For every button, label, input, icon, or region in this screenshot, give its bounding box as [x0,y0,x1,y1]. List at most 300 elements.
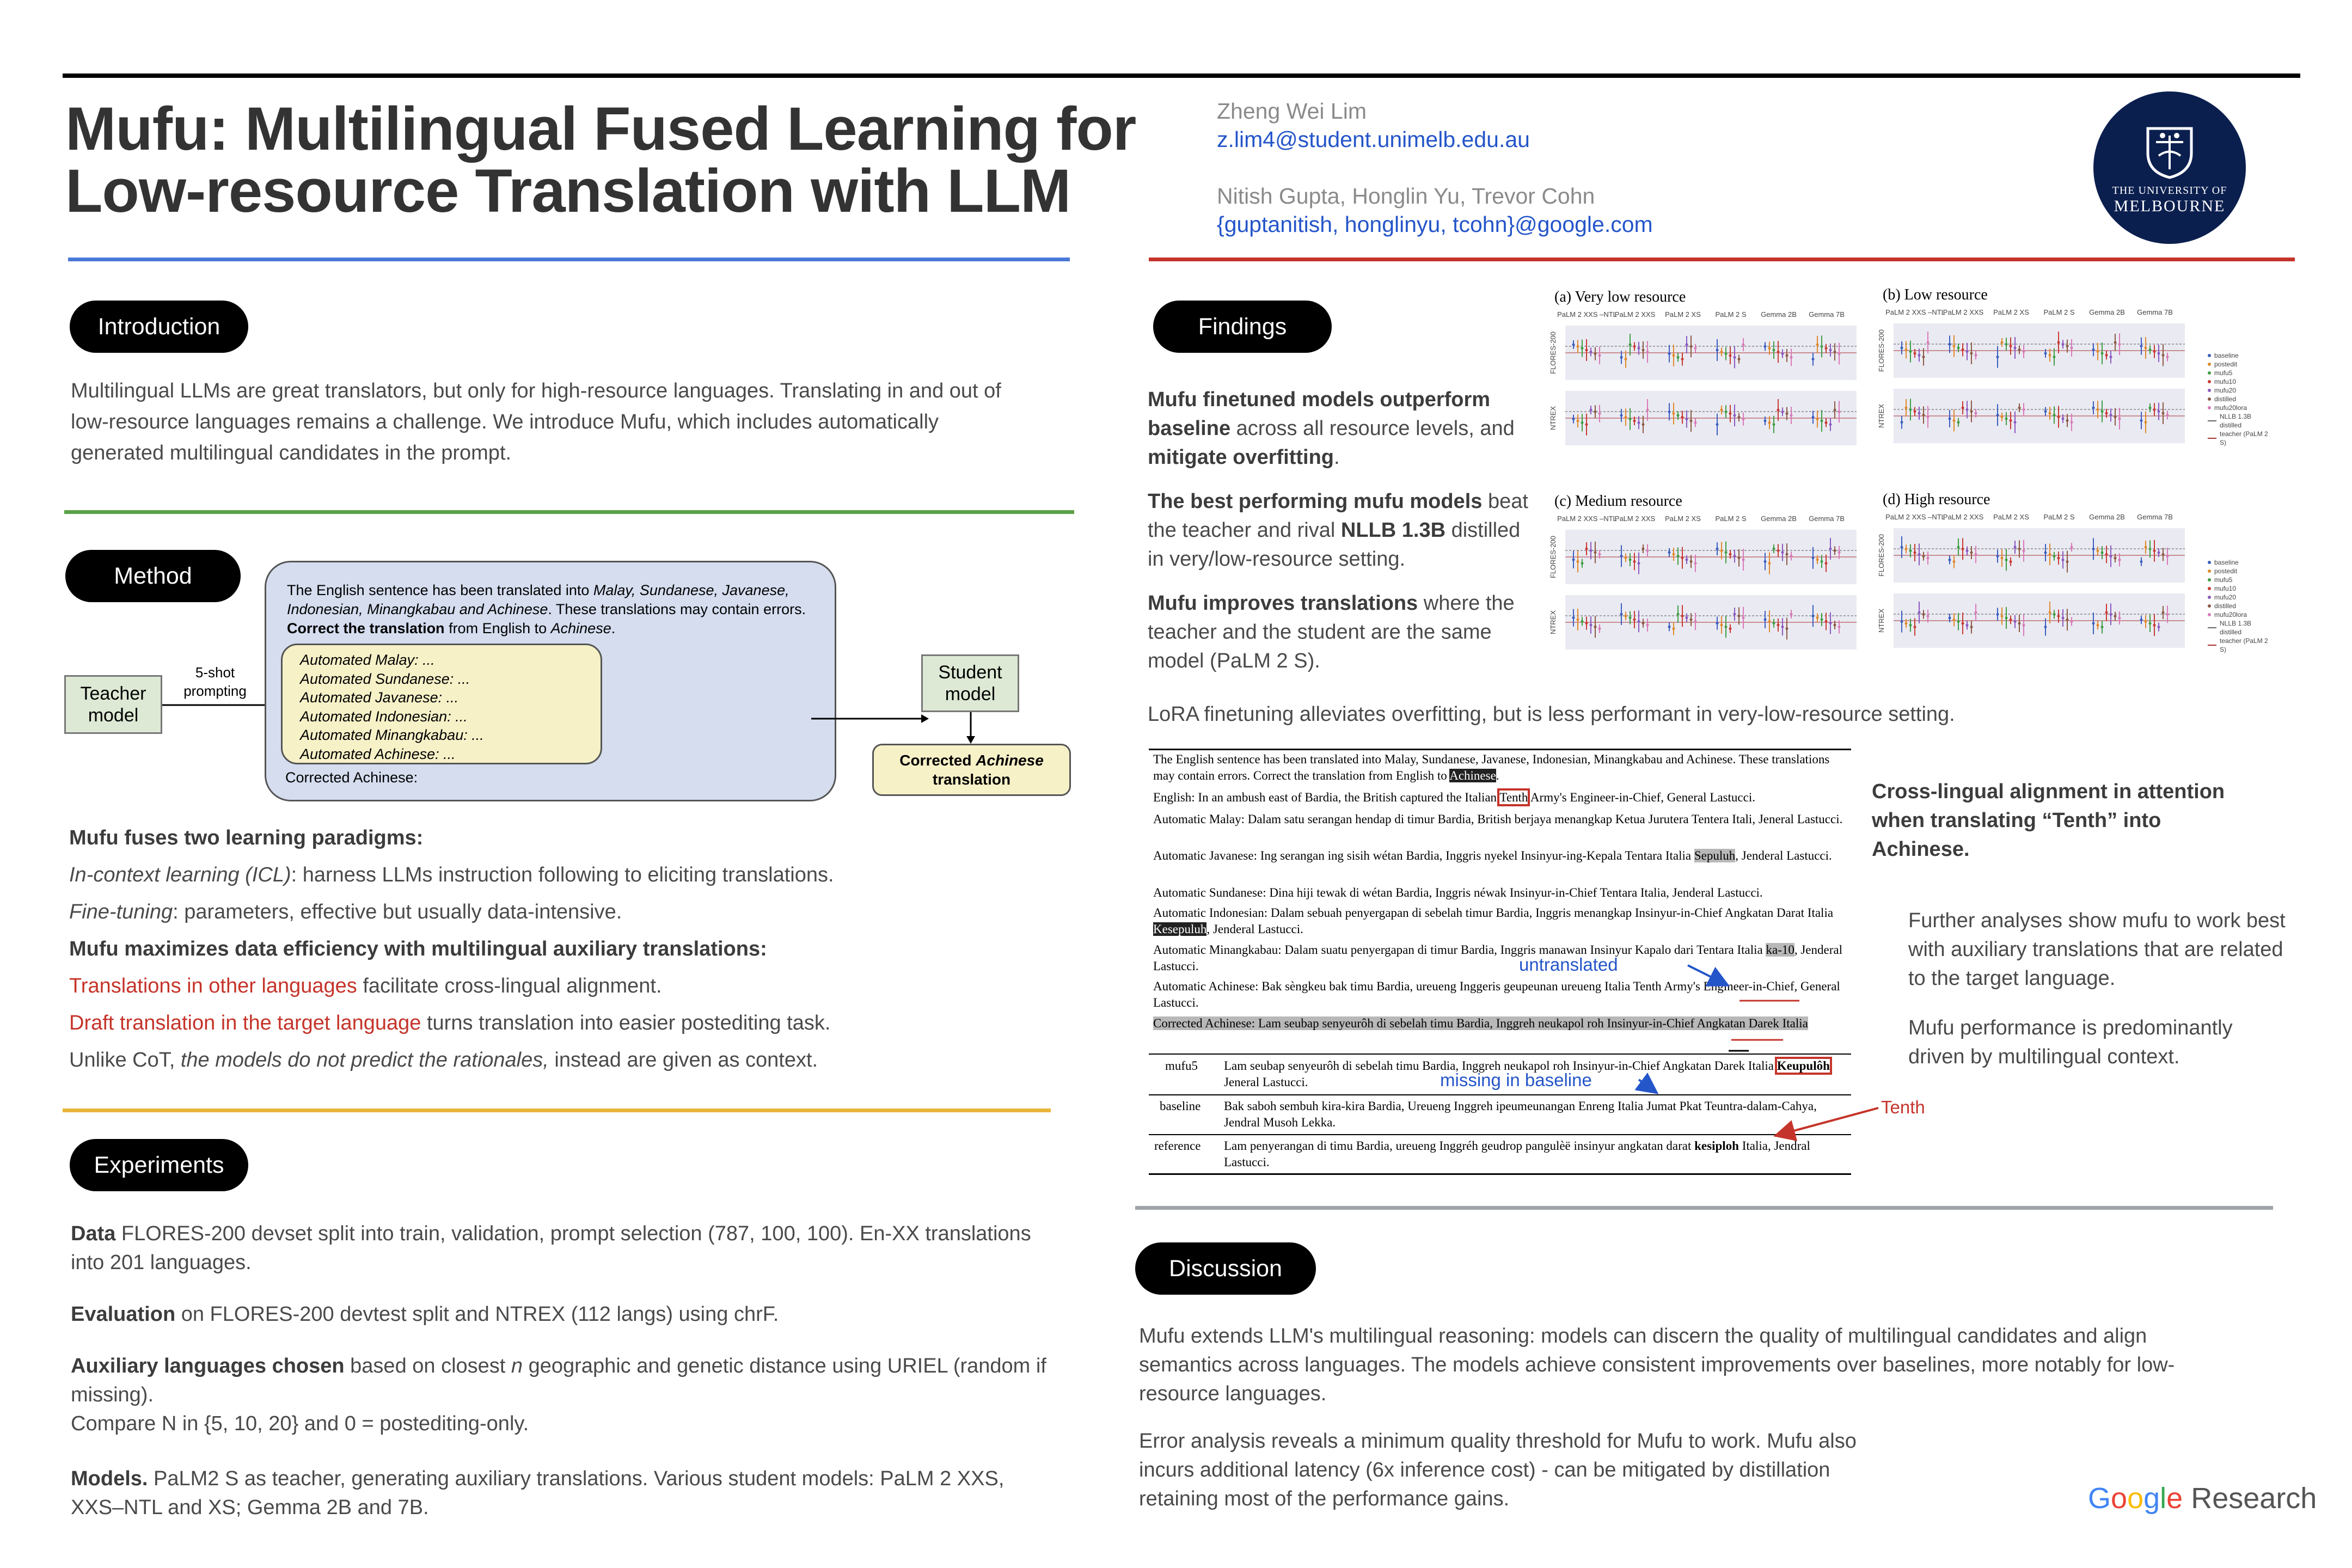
mean-point [2071,347,2073,350]
mean-point [1962,348,1964,351]
mean-point [1953,419,1956,422]
mean-point [2092,622,2095,625]
mean-point [2044,352,2047,355]
model-label: Gemma 7B [2137,308,2173,316]
mean-point [2014,546,2017,549]
research-wordmark: Research [2191,1482,2317,1515]
legend-label: postedit [2214,360,2238,368]
mean-point [1812,416,1815,419]
teacher-model-label: Teacher model [80,683,146,726]
mean-point [1786,354,1788,357]
mean-point [2114,341,2117,344]
discussion-paragraph-2: Error analysis reveals a minimum quality threshold for Mufu to work. Mufu also incurs additional latency (6x inference cost) - can be mitigated by distillation retaining most of the performance gains. [1139,1430,1857,1510]
mean-point [2101,352,2104,355]
mean-point [2018,622,2021,625]
mean-point [1694,347,1697,350]
mean-point [1738,556,1741,559]
mean-point [1764,420,1767,422]
mean-point [2066,560,2069,563]
mean-point [2105,553,2108,556]
mean-point [2140,618,2143,621]
mean-point [1909,624,1912,627]
mean-point [1829,548,1832,550]
mean-point [1918,611,1921,614]
teacher-model-box [64,675,162,734]
mean-point [1825,347,1828,350]
legend-bottom [2208,558,2273,654]
mean-point [2118,343,2121,346]
mean-point [1966,624,1969,627]
mean-point [2114,615,2117,617]
google-research-logo [2088,1482,2317,1515]
mean-point [1838,352,1841,355]
prompt-instruction: The English sentence has been translated into Malay, Sundanese, Javanese, Indonesian, Minangkabau and Achinese. These translations may contain errors. Correct the translation from English to Achinese. [287,582,806,636]
mean-point [2162,611,2165,614]
chart-medium-resource [1549,493,1876,672]
legend-swatch [2208,569,2211,573]
mean-point [2018,548,2021,550]
mean-point [2118,418,2121,420]
mean-point [1966,549,1969,552]
legend-entry [2208,369,2273,377]
mean-point [1821,618,1823,621]
mean-point [1629,559,1632,561]
mean-point [2010,560,2012,563]
mean-point [2140,345,2143,347]
mean-point [2018,407,2021,409]
mean-point [1812,615,1815,617]
mean-point [1681,358,1684,360]
example-achinese: Automatic Achinese: Bak sèngkeu bak timu Bardia, ureueng Inggeris geupeunan ureueng Italia Tenth Army's Engineer-in-Chief, General Lastucci. [1153,979,1840,1009]
author-primary-email[interactable]: z.lim4@student.unimelb.edu.au [1217,127,1530,152]
legend-swatch [2208,627,2216,628]
mean-point [2057,415,2060,418]
legend-label: mufu20 [2214,387,2237,394]
cot-line: Unlike CoT, the models do not predict the rationales, instead are given as context. [69,1049,818,1071]
mean-point [1686,418,1688,420]
green-rule [64,510,1074,514]
tenth-annotation: Tenth [1881,1097,1925,1117]
mean-point [2010,618,2012,621]
row-reference-label: reference [1154,1139,1201,1153]
mean-point [1725,411,1728,413]
legend-entry [2208,403,2273,412]
mean-point [1966,408,1969,411]
mean-point [2005,343,2008,346]
mean-point [1594,411,1597,413]
model-label: PaLM 2 XXS –NTL [1557,514,1617,523]
mean-point [1922,414,1925,416]
mean-point [2010,419,2012,422]
mean-point [1734,555,1736,558]
discussion-paragraph-1: Mufu extends LLM's multilingual reasoning: models can discern the quality of multilingual candidates and align semantics across languages. The models achieve consistent improvements over baselines, more notably for low-resource languages. [1139,1325,2175,1405]
mean-point [2145,546,2147,549]
mean-point [1962,548,1964,550]
mean-point [1668,551,1671,554]
example-sundanese: Automatic Sundanese: Dina hiji tewak di wétan Bardia, Inggris néwak Insinyur-in-Chief Tentara Italia, Jenderal Lastucci. [1153,886,1763,899]
mean-point [1638,620,1640,623]
draft-translation-line: Draft translation in the target language turns translation into easier postediting task. [69,1012,831,1034]
mean-point [2053,555,2056,558]
mean-point [1742,616,1745,619]
legend-swatch [2208,587,2211,590]
legend-entry [2208,377,2273,386]
mean-point [2110,356,2112,358]
mean-point [1581,562,1584,565]
introduction-heading: Introduction [70,301,248,353]
model-label: PaLM 2 XS [1665,514,1701,523]
mean-point [2092,548,2095,550]
model-label: PaLM 2 XXS –NTL [1885,308,1945,316]
mean-point [1927,615,1930,617]
mean-point [2044,410,2047,413]
model-label: Gemma 7B [1809,310,1845,318]
legend-label: mufu10 [2214,378,2237,385]
experiments-heading: Experiments [70,1139,248,1191]
mean-point [2101,626,2104,628]
lora-note: LoRA finetuning alleviates overfitting, but is less performant in very-low-resource setting. [1148,703,1955,726]
mean-point [2110,414,2112,416]
mean-point [2005,559,2008,561]
mean-point [1720,549,1723,552]
mean-point [2023,350,2025,353]
y-axis-label: FLORES-200 [1877,534,1885,577]
mean-point [1834,409,1836,412]
mean-point [1914,352,1916,355]
mean-point [2097,549,2099,552]
mean-point [1829,349,1832,352]
mean-point [1646,409,1649,412]
mean-point [2149,622,2152,625]
legend-entry [2208,351,2273,360]
chart-plot [1549,509,1876,672]
mean-point [1909,350,1912,353]
mean-point [2023,624,2025,627]
mean-point [2001,615,2004,617]
author-coauthors: Nitish Gupta, Honglin Yu, Trevor Cohn [1217,183,1595,209]
mean-point [1677,414,1680,417]
model-label: PaLM 2 XXS [1943,308,1984,316]
mean-point [1734,356,1736,359]
mean-point [1642,423,1645,426]
model-label: Gemma 2B [1761,310,1797,318]
model-label: PaLM 2 XXS [1614,514,1656,523]
mean-point [1834,624,1836,627]
attention-paragraph-2: Mufu performance is predominantly driven by multilingual context. [1908,1016,2233,1068]
mean-point [2001,415,2004,418]
mean-point [1816,344,1819,346]
mean-point [1962,622,1964,625]
student-model-box [921,654,1019,712]
mean-point [1585,423,1588,426]
discussion-heading: Discussion [1135,1242,1316,1295]
mean-point [1716,423,1719,426]
mean-point [1970,352,1973,355]
model-label: PaLM 2 XXS –NTL [1557,310,1617,318]
experiments-text [71,1220,1056,1522]
mean-point [1905,622,1908,625]
mean-point [1633,618,1636,621]
row-reference-text: Lam penyerangan di timu Bardia, ureueng Inggréh geudrop pangulèë insinyur angkatan darat kesiploh Italia, Jendral Lastucci. [1224,1139,1810,1169]
mean-point [1949,617,1951,620]
mean-point [2053,414,2056,416]
mean-point [2114,415,2117,418]
mean-point [1590,624,1592,627]
mean-point [1777,624,1780,627]
mean-point [1773,548,1775,550]
top-rule [63,74,2300,78]
mean-point [1816,559,1819,561]
mean-point [1594,352,1597,355]
mean-point [1821,560,1823,563]
mean-point [1764,618,1767,621]
mean-point [1668,352,1671,355]
legend-label: teacher (PaLM 2 S) [2220,430,2268,446]
mean-point [2001,557,2004,560]
corrected-line: Corrected Achinese: [285,769,418,786]
mean-point [1922,356,1925,358]
mean-point [1673,627,1675,630]
mean-point [1720,624,1723,627]
mean-point [1922,613,1925,616]
mean-point [1629,344,1632,346]
legend-swatch [2208,578,2211,581]
mean-point [2049,553,2051,556]
mean-point [1638,347,1640,350]
finding-2: The best performing mufu models beat the teacher and rival NLLB 1.3B distilled in very/low-resource setting. [1148,490,1528,571]
mean-point [1690,420,1693,422]
mean-point [2097,408,2099,411]
model-label: PaLM 2 S [1715,310,1747,318]
mean-point [1598,354,1601,357]
mean-point [2005,617,2008,620]
mean-point [1825,421,1828,424]
legend-label: mufu5 [2214,369,2233,377]
mean-point [2049,611,2051,614]
five-shot-label: 5-shot prompting [183,664,247,699]
title-line-1: Mufu: Multilingual Fused Learning for [65,95,1136,163]
mean-point [1742,559,1745,561]
y-axis-label: NTREX [1877,608,1885,633]
chart-plot [1877,507,2204,671]
mean-point [1918,412,1921,415]
legend-entry [2208,360,2273,369]
mean-point [1909,549,1912,552]
logo-text-line2: MELBOURNE [2114,197,2226,215]
mean-point [1957,620,1960,623]
mean-point [1598,412,1601,415]
row-baseline-text: Bak saboh sembuh kira-kira Bardia, Ureueng Inggreh ipeumeunangan Enreng Italia Jumat Pkat Teuntra-dalam-Cahya, Jendral Musoh Lekka. [1224,1099,1817,1129]
row-baseline-label: baseline [1160,1099,1201,1113]
mean-point [2049,354,2051,357]
mean-point [2071,546,2073,549]
mean-point [1620,414,1623,417]
mean-point [2153,549,2156,552]
mean-point [1953,345,1956,347]
mean-point [2162,412,2165,415]
chart-high-resource [1877,491,2204,671]
mean-point [1668,411,1671,413]
mean-point [1914,552,1916,554]
mean-point [1642,548,1645,550]
findings-heading: Findings [1153,301,1332,353]
mean-point [2166,613,2169,616]
mean-point [1646,351,1649,353]
mean-point [2062,418,2065,420]
legend-entry [2208,602,2273,610]
mean-point [1581,620,1584,623]
legend-entry [2208,584,2273,593]
mean-point [1812,358,1815,360]
legend-swatch [2208,645,2216,646]
mean-point [1629,616,1632,619]
mean-point [1716,548,1719,550]
auxiliary-paragraph: Auxiliary languages chosen based on closest n geographic and genetic distance using URIEL (random if missing). [71,1355,1046,1406]
mean-point [1970,410,1973,413]
mean-point [1625,358,1627,360]
legend-swatch [2208,438,2216,439]
mean-point [1572,559,1575,561]
mean-point [2153,350,2156,353]
mean-point [1957,347,1960,350]
mean-point [2014,421,2017,424]
legend-entry [2208,395,2273,403]
mean-point [1585,622,1588,624]
mean-point [1996,555,1999,558]
mean-point [1953,560,1956,563]
mean-point [1720,409,1723,412]
mean-point [1738,615,1741,617]
chart-plot [1549,305,1876,468]
model-label: PaLM 2 S [1715,514,1747,523]
mean-point [1638,421,1640,424]
mean-point [2145,620,2147,623]
mean-point [1901,421,1903,424]
legend-label: NLLB 1.3B distilled [2220,413,2252,429]
mean-point [1642,622,1645,624]
mean-point [1690,560,1693,563]
mean-point [1690,345,1693,348]
model-label: PaLM 2 XS [1993,513,2029,521]
mean-point [1729,553,1732,556]
mean-point [1777,409,1780,412]
candidate-sundanese: Automated Sundanese: ... [300,670,470,687]
model-label: PaLM 2 XS [1665,310,1701,318]
legend-entry [2208,567,2273,575]
mean-point [1781,626,1784,628]
maximizes-line: Mufu maximizes data efficiency with multilingual auxiliary translations: [69,938,767,960]
legend-label: baseline [2214,559,2239,566]
row-mufu5-text: Lam seubap senyeurôh di sebelah timu Bardia, Inggreh neukapol roh Insinyur-in-Chief Angkatan Darek Italia Keupulôh Jeneral Lastucci. [1224,1059,1830,1089]
author-coauthors-email[interactable]: {guptanitish, honglinyu, tcohn}@google.com [1217,212,1653,237]
example-intro: The English sentence has been translated into Malay, Sundanese, Javanese, Indonesian, Minangkabau and Achinese. These translations may contain errors. Correct the translation from English to Achinese. [1153,752,1830,782]
mean-point [1681,416,1684,419]
mean-point [1720,351,1723,353]
mean-point [1786,412,1788,415]
legend-label: mufu20 [2214,593,2237,601]
legend-swatch [2208,397,2211,401]
mean-point [2149,348,2152,351]
compare-paragraph: Compare N in {5, 10, 20} and 0 = postediting-only. [71,1412,529,1435]
mean-point [2014,347,2017,350]
legend-swatch [2208,354,2211,357]
other-languages-line: Translations in other languages facilitate cross-lingual alignment. [69,975,662,997]
mean-point [2097,624,2099,627]
mean-point [1694,620,1697,623]
legend-swatch [2208,604,2211,608]
mean-point [1918,354,1921,357]
mean-point [1927,341,1930,344]
legend-entry [2208,386,2273,395]
finding-1: Mufu finetuned models outperform baseline across all resource levels, and mitigate overfitting. [1148,388,1515,469]
mean-point [2105,354,2108,357]
mean-point [2053,613,2056,616]
mean-point [2110,613,2112,616]
mean-point [1970,626,1973,628]
mean-point [1949,559,1951,561]
legend-label: baseline [2214,352,2239,359]
models-paragraph: Models. PaLM2 S as teacher, generating auxiliary translations. Various student models: PaLM 2 XXS, XXS–NTL and XS; Gemma 2B and 7B. [71,1467,1004,1519]
mean-point [1734,613,1736,616]
author-block [1217,97,1979,238]
legend-swatch [2208,613,2211,616]
mean-point [1962,407,1964,409]
mean-point [1633,345,1636,348]
y-axis-label: NTREX [1549,406,1557,431]
mean-point [2101,410,2104,413]
finetuning-line: Fine-tuning: parameters, effective but usually data-intensive. [69,901,622,923]
mean-point [1620,356,1623,359]
mean-point [1790,555,1793,558]
mean-point [1975,354,1977,357]
legend-swatch [2208,363,2211,366]
mean-point [1821,345,1823,348]
example-minangkabau: Automatic Minangkabau: Dalam suatu penyergapan di timur Bardia, Inggris manawan Insinyur Kapalo dari Tentara Italia ka-10, Jenderal Lastucci. [1153,943,1842,973]
mean-point [1638,562,1640,565]
mean-point [2044,626,2047,628]
mean-point [1686,344,1688,346]
legend-swatch [2208,596,2211,599]
mean-point [2145,347,2147,350]
mean-point [1742,344,1745,346]
mean-point [1781,551,1784,554]
mean-point [2166,356,2169,358]
mean-point [2149,407,2152,409]
mean-point [2158,626,2160,628]
mean-point [1970,552,1973,554]
model-label: PaLM 2 S [2043,513,2075,521]
mean-point [1716,622,1719,624]
untranslated-annotation: untranslated [1519,954,1618,975]
yellow-rule [63,1108,1051,1112]
y-axis-label: FLORES-200 [1549,535,1557,579]
example-javanese: Automatic Javanese: Ing serangan ing sisih wétan Bardia, Inggris nyekel Insinyur-ing-Kepala Tentara Italia Sepuluh, Jenderal Lastucci. [1153,849,1832,862]
mean-point [1642,349,1645,352]
arrow-student-to-output [963,712,979,745]
mean-point [1577,618,1579,621]
mean-point [1686,559,1688,561]
mean-point [1673,553,1675,556]
fuses-heading: Mufu fuses two learning paradigms: [69,826,424,849]
mean-point [1949,343,1951,346]
red-rule [1149,258,2295,261]
mean-point [1825,562,1828,565]
university-logo [2093,91,2246,244]
mean-point [1677,356,1680,359]
author-primary: Zheng Wei Lim [1217,99,1367,124]
candidate-malay: Automated Malay: ... [300,652,435,668]
evaluation-paragraph: Evaluation on FLORES-200 devtest split and NTREX (112 langs) using chrF. [71,1303,779,1326]
